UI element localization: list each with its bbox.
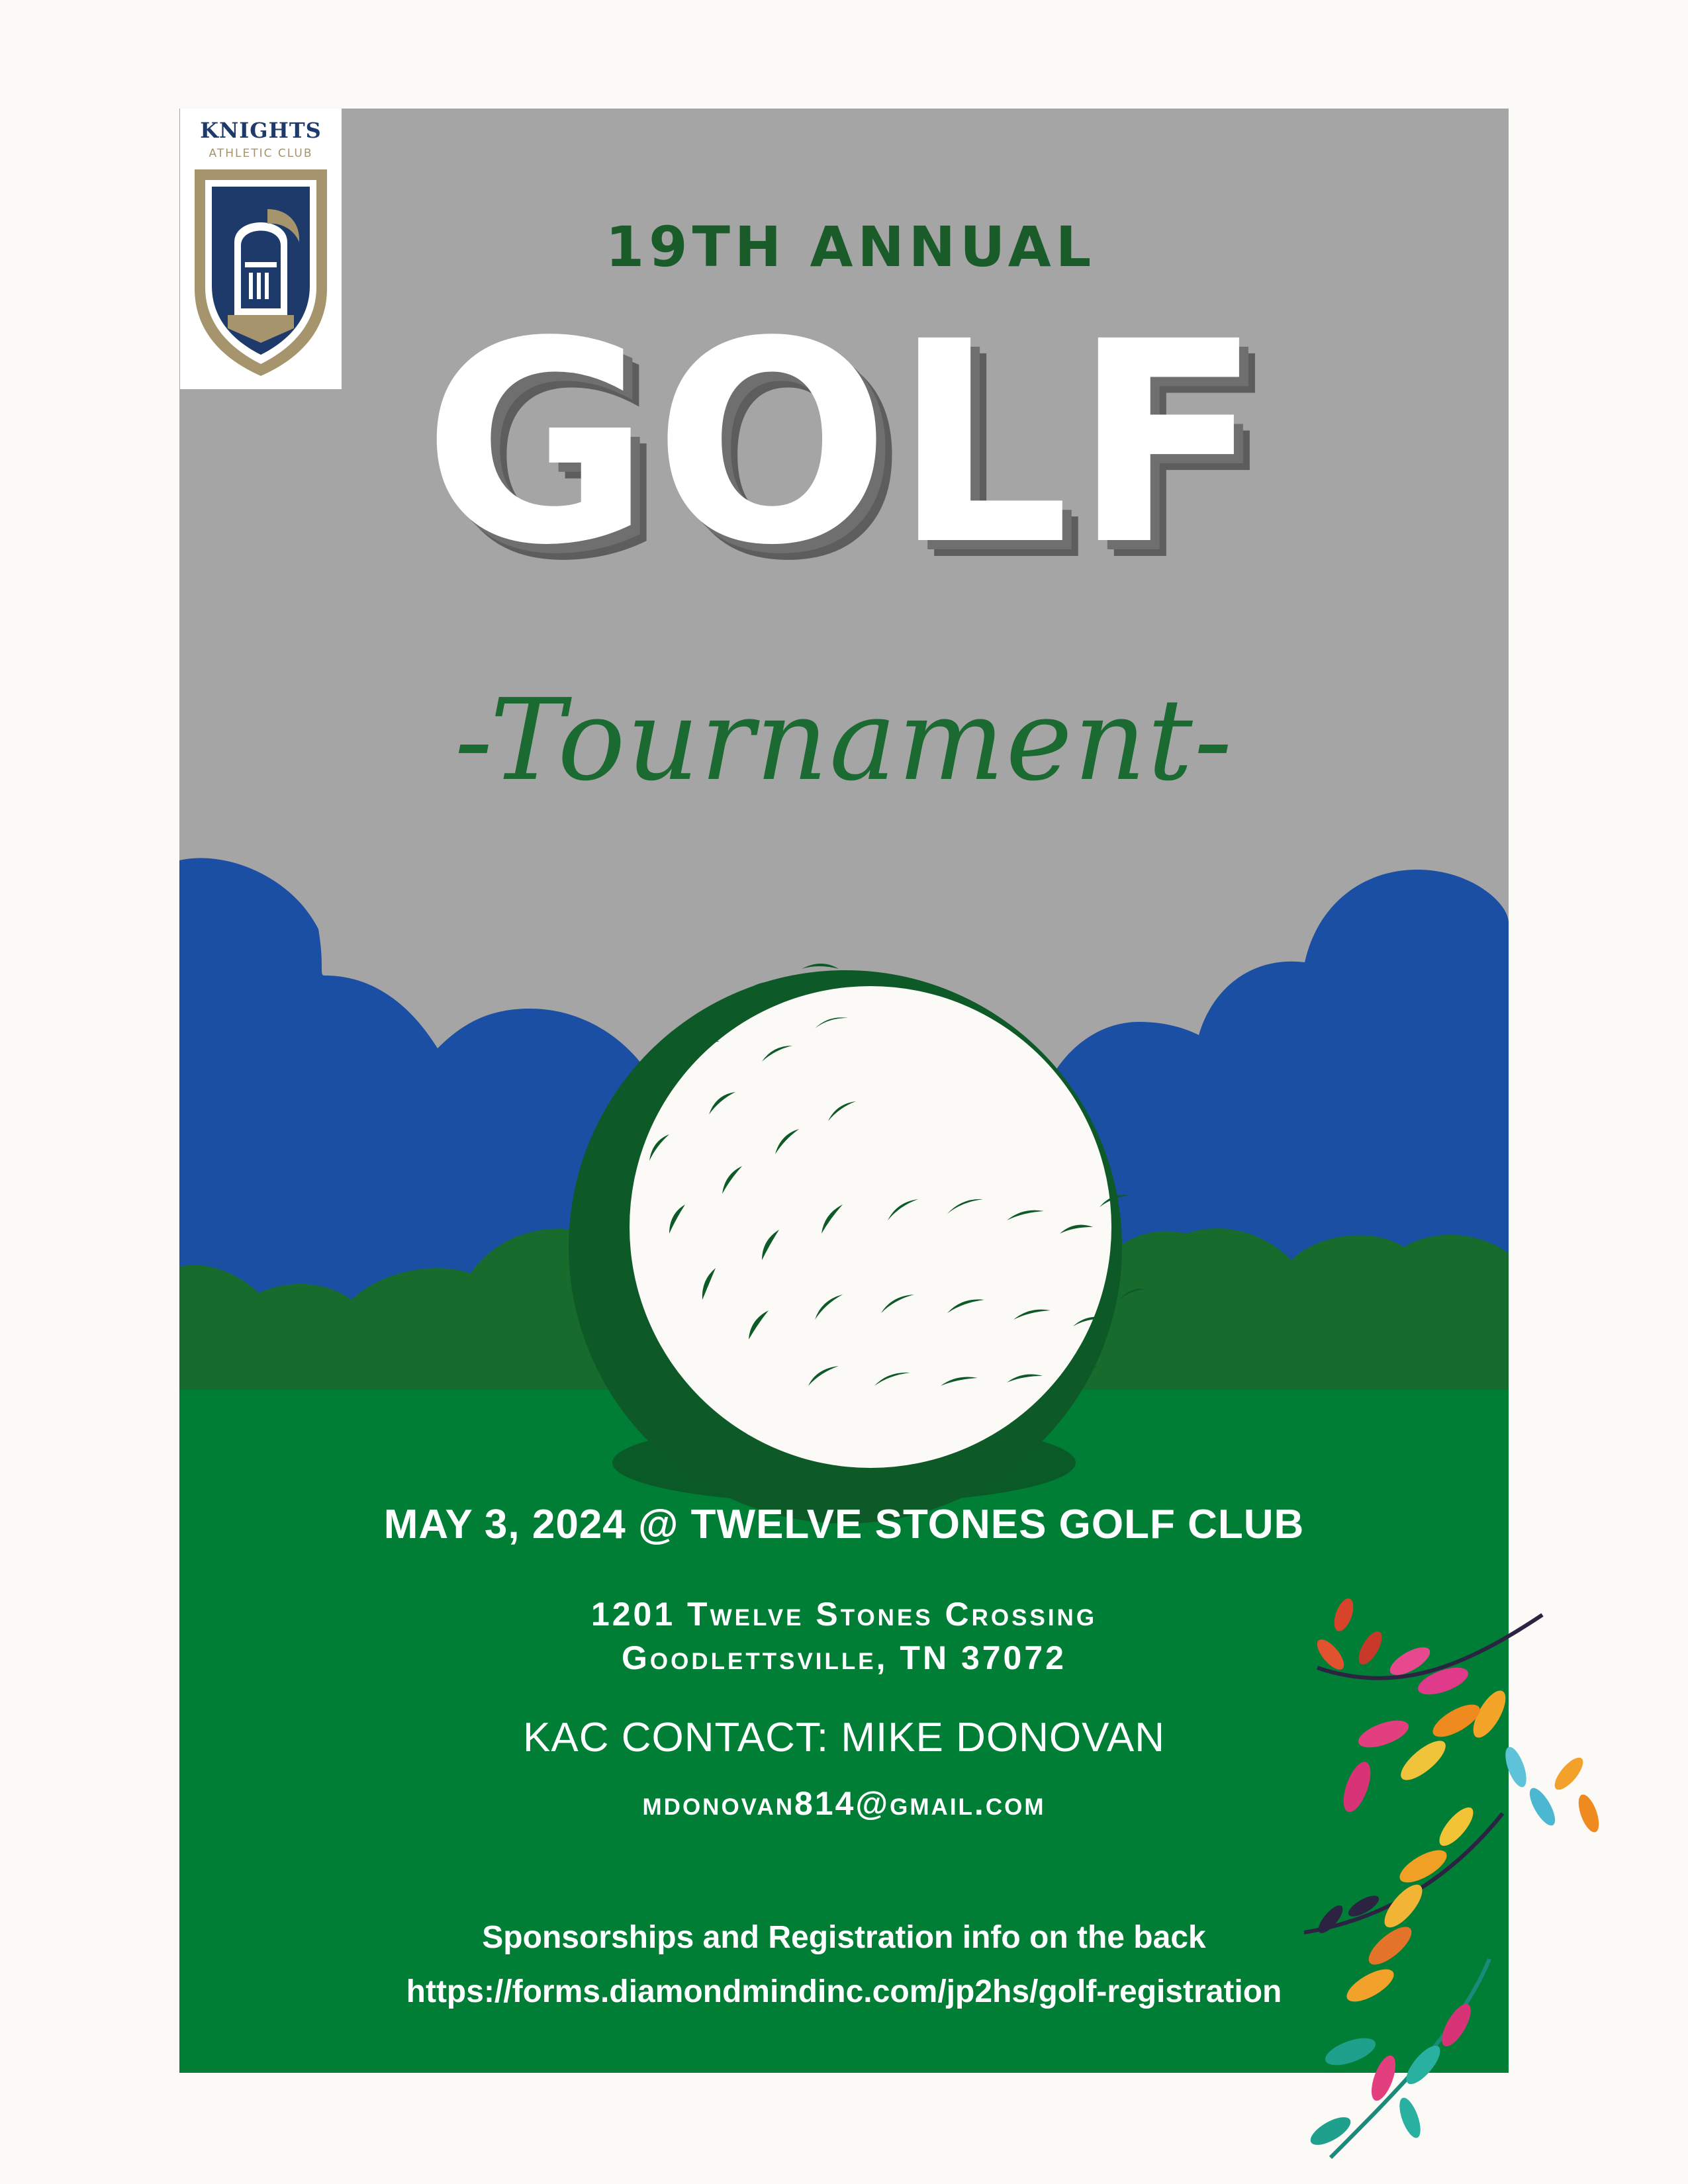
sponsorship-note: Sponsorships and Registration info on the back (482, 1920, 1206, 1955)
page-title: GOLF (422, 283, 1266, 606)
subtitle-script: -Tournament- (454, 675, 1234, 806)
contact-email: mdonovan814@gmail.com (642, 1785, 1046, 1822)
anniversary-label: 19TH ANNUAL (605, 214, 1096, 279)
logo-subtitle: ATHLETIC CLUB (209, 147, 313, 160)
event-date-venue: MAY 3, 2024 @ TWELVE STONES GOLF CLUB (383, 1502, 1305, 1547)
address-line-2: Goodlettsville, TN 37072 (622, 1639, 1066, 1676)
registration-url: https://forms.diamondmindinc.com/jp2hs/golf-registration (406, 1974, 1282, 2009)
knight-helmet-shield-icon (188, 163, 334, 381)
leaf-branch-decoration (1291, 1588, 1622, 2184)
knights-logo (180, 109, 342, 389)
contact-name: KAC CONTACT: MIKE DONOVAN (522, 1715, 1165, 1760)
logo-title: KNIGHTS (200, 118, 322, 143)
address-line-1: 1201 Twelve Stones Crossing (590, 1596, 1098, 1633)
